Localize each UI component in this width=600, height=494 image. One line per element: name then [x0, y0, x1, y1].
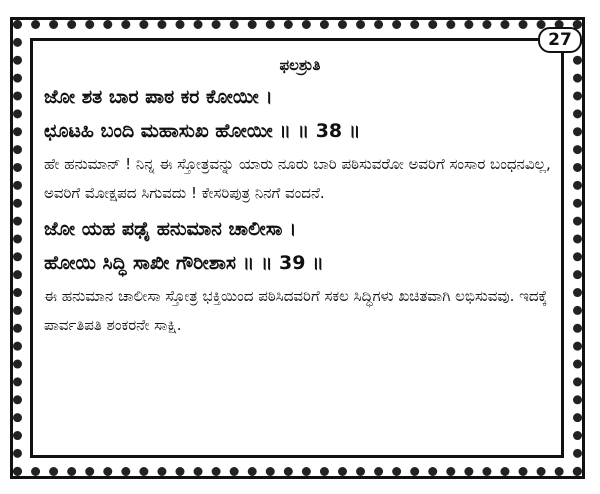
verse-39-meaning: ಈ ಹನುಮಾನ ಚಾಲೀಸಾ ಸ್ತೋತ್ರ ಭಕ್ತಿಯಿಂದ ಪಠಿಸಿದವರಿಗೆ ಸಕಲ ಸಿದ್ಧಿಗಳು ಖಚಿತವಾಗಿ ಲಭಿಸುವವು. ಇದಕ್ಕೆ ಪಾರ್ವತಿಪತಿ ಶಂಕರನೇ ಸಾಕ್ಷಿ. — [44, 287, 548, 334]
verse-38-meaning: ಹೇ ಹನುಮಾನ್ ! ನಿನ್ನ ಈ ಸ್ತೋತ್ರವನ್ನು ಯಾರು ನೂರು ಬಾರಿ ಪಠಿಸುವರೋ ಅವರಿಗೆ ಸಂಸಾರ ಬಂಧನವಿಲ್ಲ, ಅವರಿಗೆ ಮೋಕ್ಷಪದ ಸಿಗುವದು ! ಕೇಸರಿಪುತ್ರ ನಿನಗೆ ವಂದನೆ. — [44, 155, 551, 202]
page-number: 27 — [538, 27, 582, 53]
verse-39-line-1: ಜೋ ಯಹ ಪಢೈ ಹನುಮಾನ ಚಾಲೀಸಾ । — [44, 218, 297, 240]
verse-39-line-2: ಹೋಯಿ ಸಿದ್ಧಿ ಸಾಖೀ ಗೌರೀಶಾಸ ॥ ॥ 39 ॥ — [44, 252, 324, 274]
section-title: ಫಲಶ್ರುತಿ — [279, 56, 321, 74]
page-content — [44, 52, 556, 344]
verse-38-line-2: ಛೂಟಹಿ ಬಂದಿ ಮಹಾಸುಖ ಹೋಯೀ ॥ ॥ 38 ॥ — [44, 120, 361, 142]
verse-38-line-1: ಜೋ ಶತ ಬಾರ ಪಾಠ ಕರ ಕೋಯೀ । — [44, 86, 273, 108]
